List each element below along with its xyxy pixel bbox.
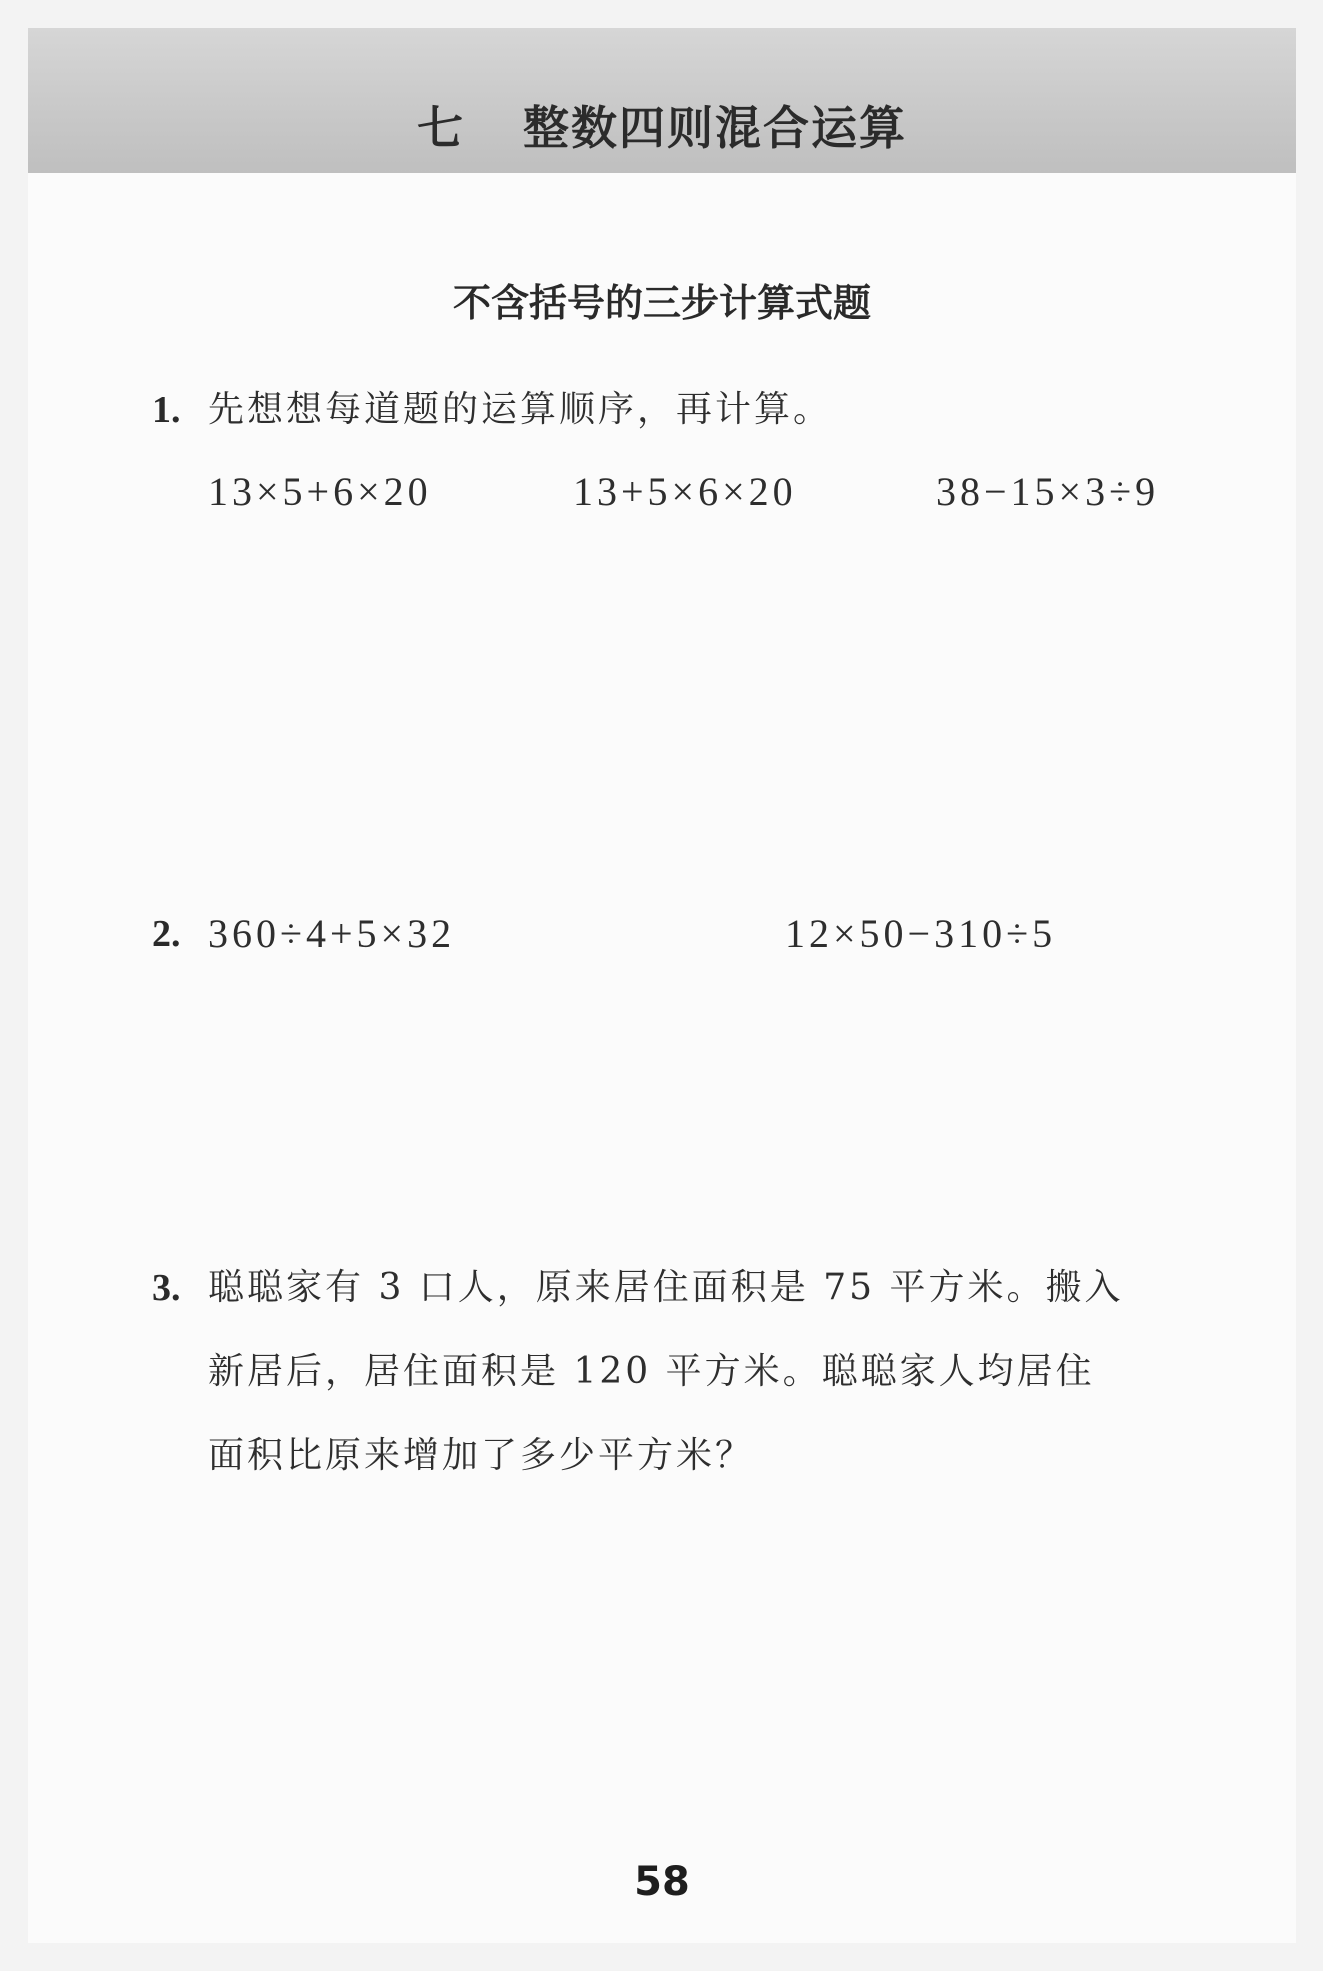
question-3-number: 3. xyxy=(152,1267,181,1309)
question-1-prompt: 先想想每道题的运算顺序，再计算。 xyxy=(208,389,833,430)
question-1-expression-2: 13+5×6×20 xyxy=(573,469,797,514)
question-2-number: 2. xyxy=(152,913,181,955)
question-2-expression-2: 12×50−310÷5 xyxy=(785,911,1057,956)
question-3-line-3: 面积比原来增加了多少平方米？ xyxy=(208,1435,755,1476)
chapter-number: 七 xyxy=(417,101,465,155)
section-title: 不含括号的三步计算式题 xyxy=(452,281,871,325)
workbook-page xyxy=(28,28,1296,1943)
question-3-line-2: 新居后，居住面积是 120 平方米。聪聪家人均居住 xyxy=(208,1351,1095,1392)
chapter-name: 整数四则混合运算 xyxy=(523,101,907,155)
page-number: 58 xyxy=(634,1859,690,1905)
question-1-expression-1: 13×5+6×20 xyxy=(208,469,432,514)
question-3-line-1: 聪聪家有 3 口人，原来居住面积是 75 平方米。搬入 xyxy=(208,1267,1124,1308)
question-1-expression-3: 38−15×3÷9 xyxy=(936,469,1160,514)
chapter-banner xyxy=(28,28,1296,173)
chapter-title xyxy=(28,100,1296,156)
question-1-number: 1. xyxy=(152,389,181,431)
question-2-expression-1: 360÷4+5×32 xyxy=(208,911,456,956)
